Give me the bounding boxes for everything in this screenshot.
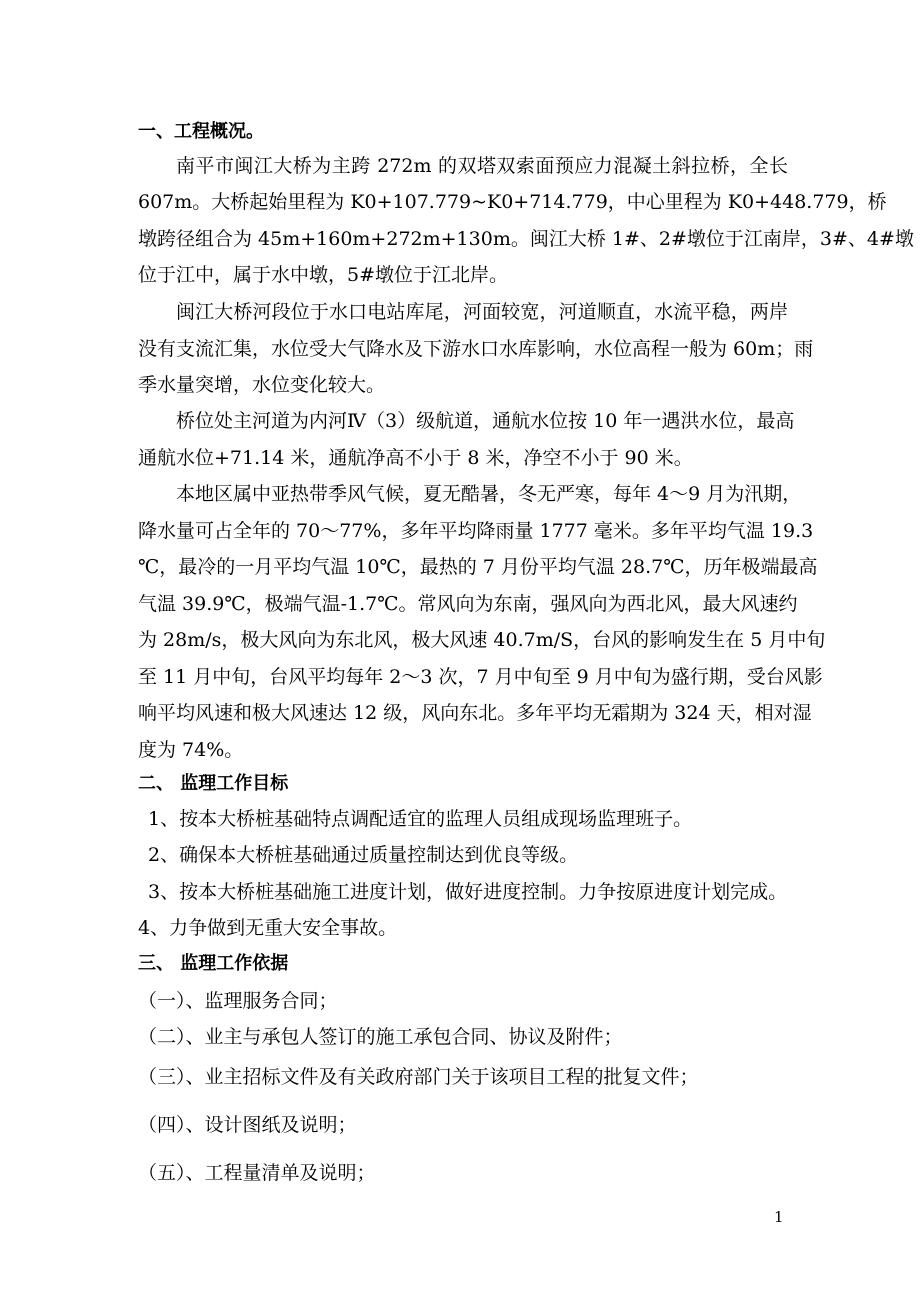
page-number: 1 [774,1208,784,1226]
paragraph-3-line-1: 桥位处主河道为内河Ⅳ（3）级航道，通航水位按 10 年一遇洪水位，最高 [176,410,795,432]
paragraph-2-line-1: 闽江大桥河段位于水口电站库尾，河面较宽，河道顺直，水流平稳，两岸 [176,301,788,323]
goal-item-3: 3、按本大桥桩基础施工进度计划，做好进度控制。力争按原进度计划完成。 [148,881,788,903]
paragraph-4-line-7: 响平均风速和极大风速达 12 级，风向东北。多年平均无霜期为 324 天，相对湿 [138,702,812,724]
paragraph-4-line-8: 度为 74%。 [138,739,244,761]
basis-item-2: （二）、业主与承包人签订的施工承包合同、协议及附件； [138,1026,623,1048]
basis-item-5: （五）、工程量清单及说明； [138,1162,376,1184]
paragraph-1-line-3: 墩跨径组合为 45m+160m+272m+130m。闽江大桥 1#、2#墩位于江南岸，3#、4#墩 [138,228,914,250]
basis-item-4: （四）、设计图纸及说明； [138,1114,357,1136]
basis-item-3: （三）、业主招标文件及有关政府部门关于该项目工程的批复文件； [138,1066,699,1088]
paragraph-4-line-4: 气温 39.9℃，极端气温-1.7℃。常风向为东南，强风向为西北风，最大风速约 [138,593,798,615]
paragraph-4-line-5: 为 28m/s，极大风向为东北风，极大风速 40.7m/S，台风的影响发生在 5 月中旬 [138,629,826,651]
paragraph-2-line-3: 季水量突增，水位变化较大。 [138,374,386,396]
paragraph-1-line-2: 607m。大桥起始里程为 K0+107.779~K0+714.779，中心里程为 K0+448.779，桥 [138,191,887,213]
goal-item-4: 4、力争做到无重大安全事故。 [138,917,398,939]
paragraph-3-line-2: 通航水位+71.14 米，通航净高不小于 8 米，净空不小于 90 米。 [138,447,693,469]
section-1-heading: 一、工程概况。 [138,121,264,142]
paragraph-4-line-6: 至 11 月中旬，台风平均每年 2～3 次，7 月中旬至 9 月中旬为盛行期，受台风影 [138,666,823,688]
section-3-heading: 三、 监理工作依据 [138,953,289,974]
paragraph-4-line-3: ℃，最冷的一月平均气温 10℃，最热的 7 月份平均气温 28.7℃，历年极端最高 [138,556,818,578]
paragraph-1-line-4: 位于江中，属于水中墩，5#墩位于江北岸。 [138,264,509,286]
goal-item-1: 1、按本大桥桩基础特点调配适宜的监理人员组成现场监理班子。 [148,808,693,830]
basis-item-1: （一）、监理服务合同； [138,990,338,1012]
section-2-heading: 二、 监理工作目标 [138,773,289,794]
paragraph-2-line-2: 没有支流汇集，水位受大气降水及下游水口水库影响，水位高程一般为 60m；雨 [138,338,814,360]
paragraph-4-line-1: 本地区属中亚热带季风气候，夏无酷暑，冬无严寒，每年 4～9 月为汛期， [176,483,802,505]
paragraph-1-line-1: 南平市闽江大桥为主跨 272m 的双塔双索面预应力混凝土斜拉桥，全长 [176,155,788,177]
goal-item-2: 2、确保本大桥桩基础通过质量控制达到优良等级。 [148,844,579,866]
paragraph-4-line-2: 降水量可占全年的 70～77%，多年平均降雨量 1777 毫米。多年平均气温 19.3 [138,520,814,542]
